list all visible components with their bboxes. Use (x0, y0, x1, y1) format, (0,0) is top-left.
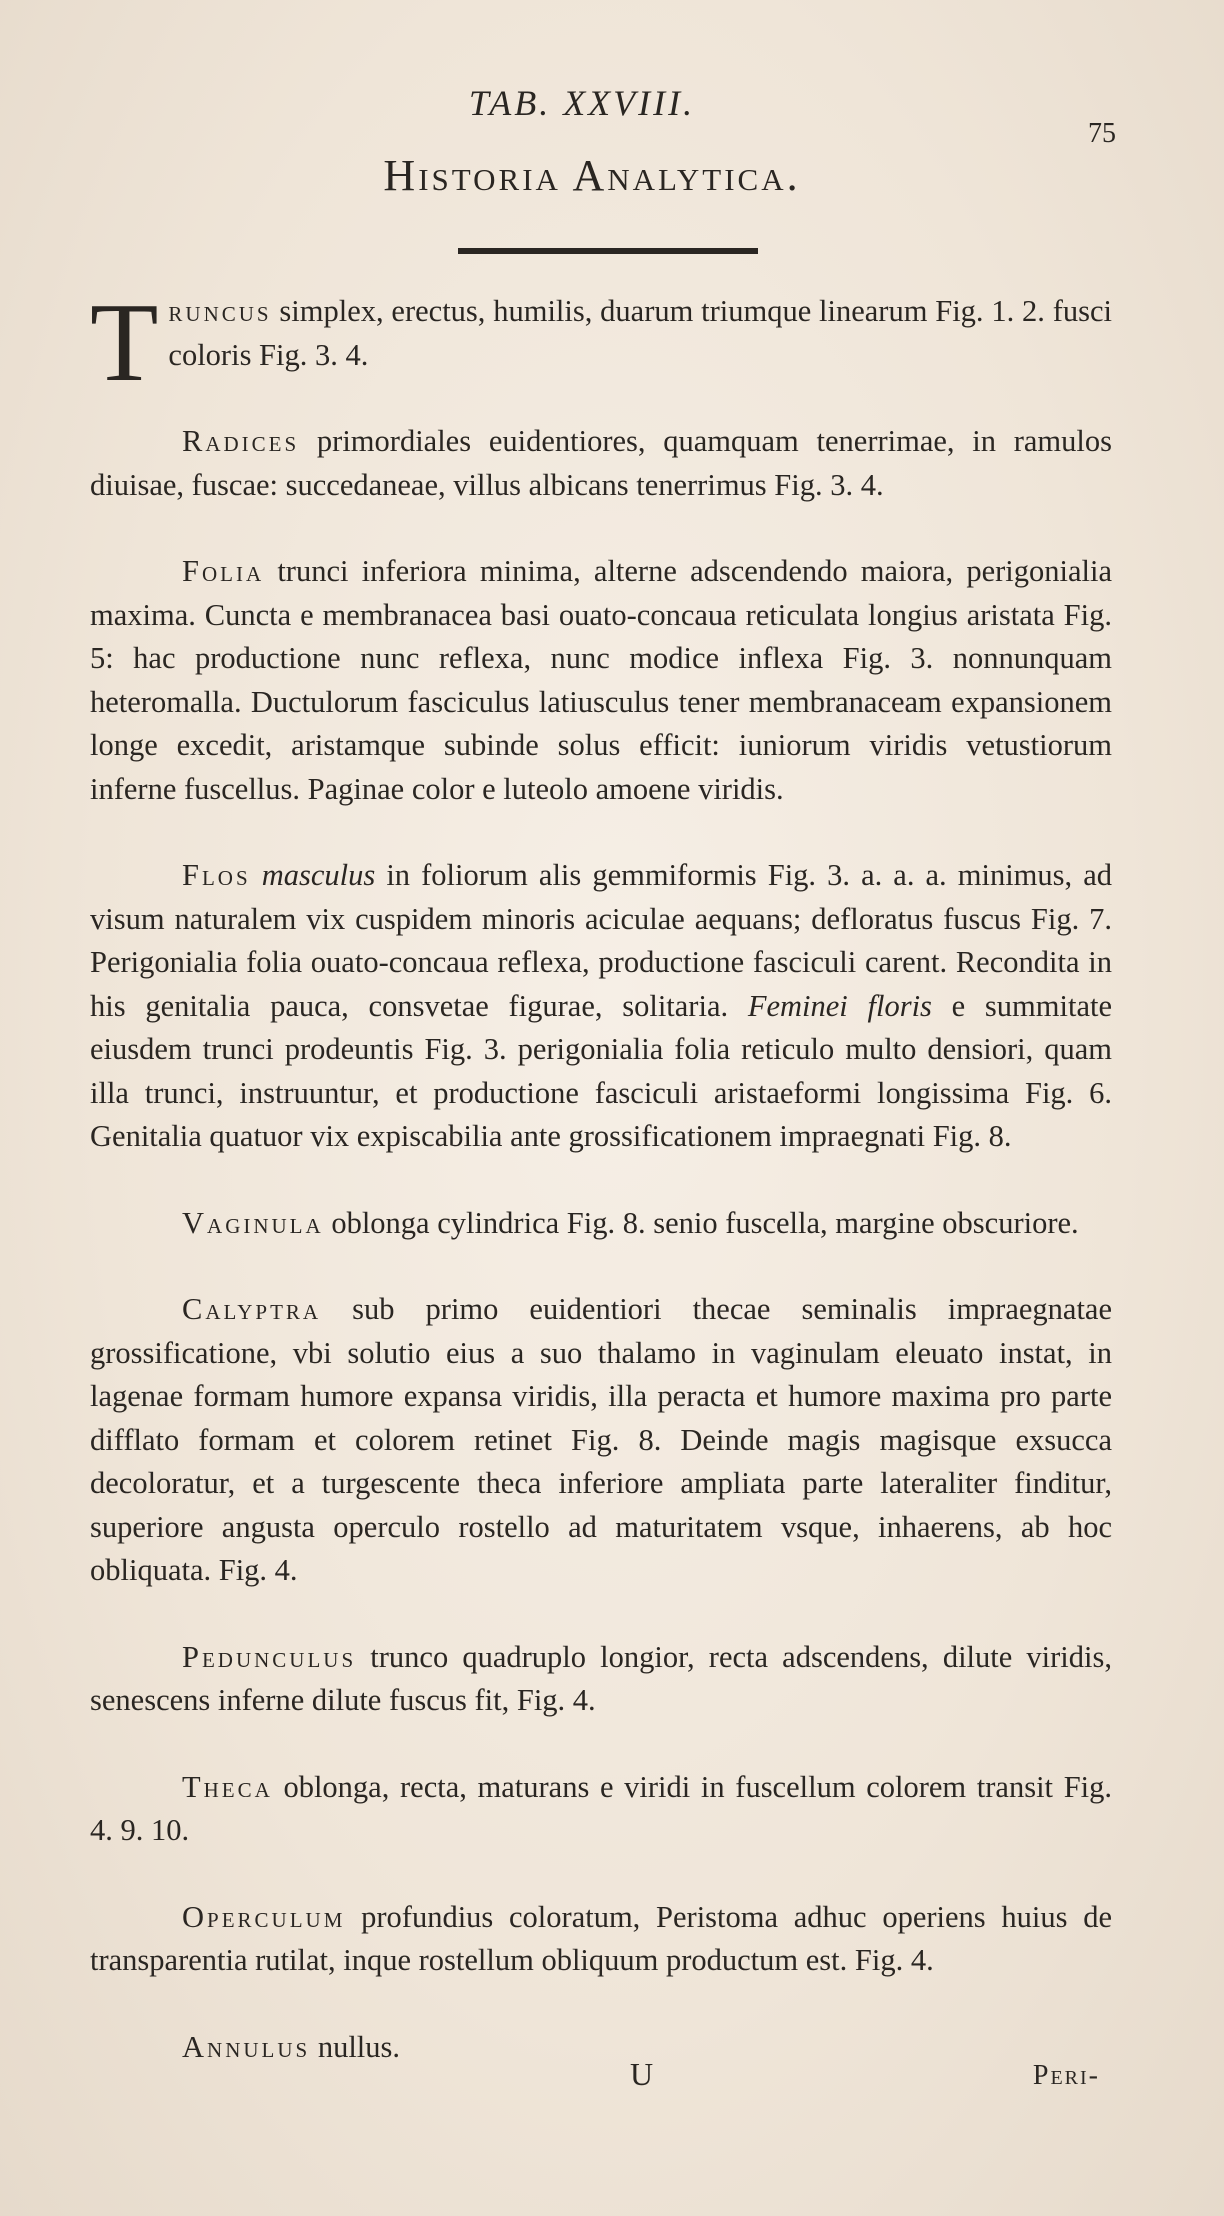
italic-term: masculus (261, 858, 376, 892)
head-word-annulus: Annulus (182, 2029, 311, 2064)
page-footer (0, 2056, 1224, 2106)
paragraph-text: nullus. (310, 2029, 401, 2064)
head-word-vaginula: Vaginula (182, 1205, 324, 1240)
page-title: Historia Analytica. (383, 151, 801, 200)
page-number: 75 (1088, 118, 1116, 149)
paragraph-text: trunco quadruplo longior, recta adscendens, dilute viridis, senescens inferne dilute fuscus fit, Fig. 4. (90, 1639, 1112, 1717)
drop-cap: T (90, 281, 159, 405)
paragraph-text (251, 858, 262, 892)
head-word-truncus: runcus (168, 294, 272, 328)
head-word-flos: Flos (182, 858, 251, 892)
paragraph-text: oblonga, recta, maturans e viridi in fuscellum colorem transit Fig. 4. 9. 10. (90, 1769, 1112, 1847)
body-text (90, 281, 1112, 2069)
plate-label: TAB. XXVIII. (468, 83, 696, 123)
catchword: Peri- (1032, 2060, 1100, 2091)
paragraph-flos (90, 854, 1112, 1159)
signature-mark: U (630, 2056, 654, 2092)
title-rule (458, 248, 758, 254)
paragraph-pedunculus (90, 1636, 1112, 1723)
head-word-operculum: Operculum (182, 1899, 346, 1934)
paragraph-operculum (90, 1896, 1112, 1983)
paragraph-text: in foliorum alis gemmiformis Fig. 3. a. a. a. minimus, ad visum naturalem vix cuspidem minoris aciculae aequans; defloratus fuscus Fig. 7. Perigonialia folia ouato-concaua reflexa, productione fasciculi carent. Recondita in his genitalia pauca, consvetae figurae, solitaria. (90, 858, 1112, 1023)
paragraph-text: sub primo euidentiori thecae seminalis impraegnatae grossificatione, vbi solutio eius a suo thalamo in vaginulam eleuato instat, in lagenae formam humore expansa viridis, illa peracta et humore maxima pro parte difflato formam et colorem retinet Fig. 8. Deinde magis magisque exsucca decoloratur, et a turgescente theca inferiore ampliata parte lateraliter finditur, superiore angusta operculo rostello ad maturitatem vsque, inhaerens, ab hoc obliquata. Fig. 4. (90, 1292, 1112, 1587)
head-word-calyptra: Calyptra (182, 1292, 322, 1326)
paragraph-text: oblonga cylindrica Fig. 8. senio fuscella, margine obscuriore. (323, 1205, 1079, 1240)
paragraph-theca (90, 1766, 1112, 1853)
paragraph-text: trunci inferiora minima, alterne adscendendo maiora, perigonialia maxima. Cuncta e membranacea basi ouato-concaua reticulata longius aristata Fig. 5: hac productione nunc reflexa, nunc modice inflexa Fig. 3. nonnunquam heteromalla. Ductulorum fasciculus latiusculus tener membranaceam expansionem longe excedit, aristamque subinde solus efficit: iuniorum viridis vetustiorum inferne fuscellus. Paginae color e luteolo amoene viridis. (90, 554, 1112, 806)
paragraph-truncus (90, 281, 1112, 405)
paragraph-calyptra (90, 1288, 1112, 1593)
paragraph-text: profundius coloratum, Peristoma adhuc operiens huius de transparentia rutilat, inque rostellum obliquum productum est. Fig. 4. (90, 1899, 1112, 1977)
head-word-theca: Theca (182, 1769, 273, 1804)
paragraph-text: simplex, erectus, humilis, duarum triumque linearum Fig. 1. 2. fusci coloris Fig. 3. 4. (168, 294, 1112, 372)
head-word-radices: Radices (182, 424, 300, 458)
paragraph-folia (90, 550, 1112, 811)
italic-term: Feminei floris (747, 988, 932, 1023)
paragraph-vaginula (90, 1202, 1112, 1246)
paragraph-radices (90, 420, 1112, 507)
paragraph-text: e summitate eiusdem trunci prodeuntis Fig. 3. perigonialia folia reticulo multo densiori, quam illa trunci, instruuntur, et productione fasciculi aristaeformi longissima Fig. 6. Genitalia quatuor vix expiscabilia ante grossificationem impraegnati Fig. 8. (90, 988, 1112, 1153)
head-word-pedunculus: Pedunculus (182, 1639, 357, 1674)
paragraph-text: primordiales euidentiores, quamquam tenerrimae, in ramulos diuisae, fuscae: succedaneae, villus albicans tenerrimus Fig. 3. 4. (90, 424, 1112, 502)
head-word-folia: Folia (182, 554, 265, 588)
